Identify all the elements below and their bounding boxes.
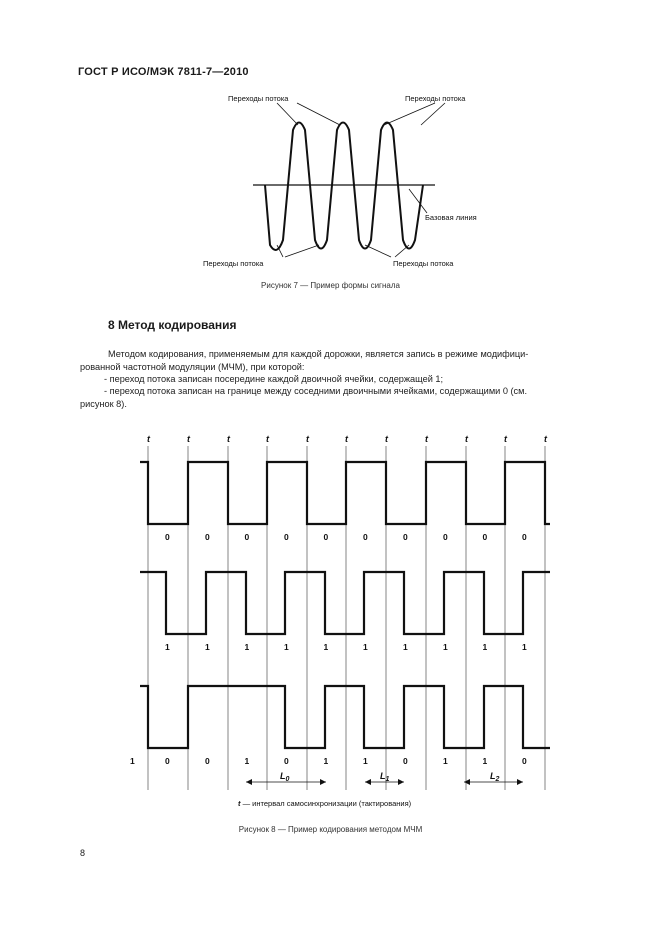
row-mixed-bit: 0 — [205, 756, 210, 766]
clock-tick-label: t — [385, 434, 388, 444]
clock-tick-label: t — [187, 434, 190, 444]
arrow-line — [297, 103, 340, 125]
row-ones-bit: 1 — [165, 642, 170, 652]
page-number: 8 — [80, 848, 86, 858]
row-mixed-bit: 1 — [323, 756, 329, 766]
row-ones-bit: 1 — [284, 642, 289, 652]
row-mixed-bit: 1 — [130, 756, 135, 766]
clock-tick-label: t — [266, 434, 269, 444]
clock-tick-label: t — [227, 434, 230, 444]
arrow-line — [365, 245, 391, 257]
section-heading: 8 Метод кодирования — [108, 318, 237, 332]
row-mixed-bit: 1 — [482, 756, 488, 766]
row-ones-bit: 1 — [244, 642, 250, 652]
paragraph-line-1: Методом кодирования, применяемым для каждой дорожки, является запись в режиме модифици- — [108, 349, 529, 359]
interval-L2-symbol: L — [490, 771, 496, 781]
list-item-1: - переход потока записан посередине каждой двоичной ячейки, содержащей 1; — [104, 374, 444, 384]
row-zeros-bit: 0 — [244, 532, 250, 542]
row-ones-bit: 1 — [363, 642, 368, 652]
label-top-right: Переходы потока — [405, 94, 466, 103]
interval-L1 — [365, 771, 404, 785]
label-bottom-right: Переходы потока — [393, 259, 454, 268]
arrow-line — [395, 245, 409, 257]
legend-text: — интервал самосинхронизации (тактирования) — [240, 799, 412, 808]
svg-text:L2 — [490, 771, 500, 783]
legend-symbol: t — [238, 799, 241, 808]
waveform-row-mixed — [140, 686, 550, 748]
svg-text:L0 — [280, 771, 290, 783]
label-bottom-left: Переходы потока — [203, 259, 264, 268]
arrow-line — [384, 103, 435, 125]
interval-L0-symbol: L — [280, 771, 286, 781]
clock-tick-label: t — [544, 434, 547, 444]
row-zeros-bit: 0 — [482, 532, 488, 542]
clock-tick-label: t — [147, 434, 150, 444]
list-item-2: - переход потока записан на границе между соседними двоичными ячейками, содержащими 0 (см. — [104, 386, 528, 396]
clock-tick-label: t — [306, 434, 309, 444]
row-zeros-bit: 0 — [443, 532, 448, 542]
row-zeros-bit: 0 — [403, 532, 408, 542]
clock-tick-label: t — [425, 434, 428, 444]
figure-8-mfm-diagram — [130, 430, 560, 815]
row-ones-bit: 1 — [443, 642, 448, 652]
row-zeros-bit: 0 — [522, 532, 527, 542]
waveform-row-ones — [140, 572, 550, 634]
row-ones-bit: 1 — [403, 642, 408, 652]
figure-8-legend — [238, 799, 412, 808]
row-zeros-bit: 0 — [165, 532, 170, 542]
row-mixed-bit: 1 — [244, 756, 250, 766]
svg-text:L1 — [380, 771, 390, 783]
figure-8-caption: Рисунок 8 — Пример кодирования методом МЧМ — [238, 825, 423, 834]
signal-waveform — [265, 123, 423, 250]
waveform-row-zeros — [140, 462, 550, 524]
clock-tick-label: t — [465, 434, 468, 444]
row-ones-bit: 1 — [205, 642, 210, 652]
interval-L2-sub: 2 — [495, 776, 500, 783]
row-mixed-bit: 1 — [443, 756, 448, 766]
row-ones-bit: 1 — [522, 642, 527, 652]
arrow-line — [421, 103, 445, 125]
row-mixed-bit: 0 — [165, 756, 170, 766]
section-paragraph — [80, 348, 588, 373]
interval-L1-symbol: L — [380, 771, 386, 781]
row-zeros-bit: 0 — [205, 532, 210, 542]
row-ones-bit: 1 — [482, 642, 488, 652]
interval-L2 — [464, 771, 523, 785]
row-zeros-bit: 0 — [284, 532, 289, 542]
row-mixed-bit: 1 — [363, 756, 368, 766]
row-mixed-bit: 0 — [522, 756, 527, 766]
interval-L0-sub: 0 — [285, 776, 290, 783]
list-item-2-continuation: рисунок 8). — [80, 399, 127, 409]
clock-tick-label: t — [504, 434, 507, 444]
interval-L1-sub: 1 — [385, 776, 390, 783]
label-top-left: Переходы потока — [228, 94, 289, 103]
figure-7-waveform — [195, 85, 505, 275]
row-zeros-bit: 0 — [363, 532, 368, 542]
figure-7-caption: Рисунок 7 — Пример формы сигнала — [261, 281, 400, 290]
paragraph-line-2: рованной частотной модуляции (МЧМ), при которой: — [80, 361, 305, 372]
label-baseline: Базовая линия — [425, 213, 477, 222]
row-ones-bit: 1 — [323, 642, 329, 652]
clock-tick-label: t — [345, 434, 348, 444]
row-mixed-bit: 0 — [284, 756, 289, 766]
arrow-line — [409, 189, 427, 213]
arrow-line — [277, 103, 298, 125]
row-zeros-bit: 0 — [323, 532, 329, 542]
interval-L0 — [246, 771, 326, 785]
row-mixed-bit: 0 — [403, 756, 408, 766]
document-header: ГОСТ Р ИСО/МЭК 7811-7—2010 — [78, 66, 249, 78]
arrow-line — [285, 245, 319, 257]
